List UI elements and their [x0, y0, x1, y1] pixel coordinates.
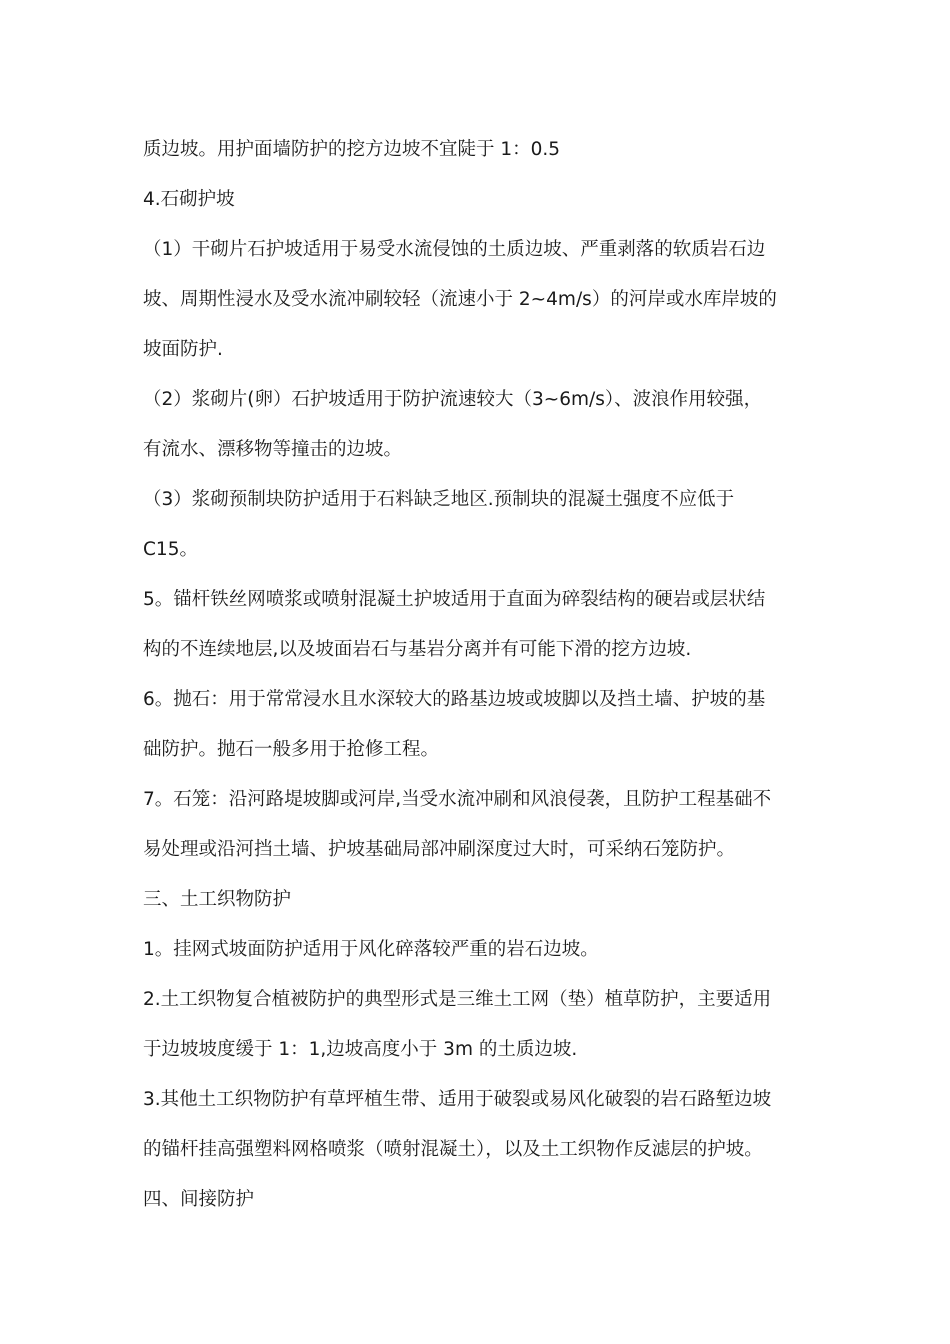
text-line: C15。: [143, 539, 198, 560]
section-heading: 三、土工织物防护: [143, 889, 292, 910]
text-line: 质边坡。用护面墙防护的挖方边坡不宜陡于 1：0.5: [143, 139, 561, 160]
text-line: 构的不连续地层,以及坡面岩石与基岩分离并有可能下滑的挖方边坡.: [143, 639, 692, 660]
section-heading: 4.石砌护坡: [143, 189, 235, 210]
text-line: 1。挂网式坡面防护适用于风化碎落较严重的岩石边坡。: [143, 939, 599, 960]
text-line: 有流水、漂移物等撞击的边坡。: [143, 439, 403, 460]
text-line: 5。锚杆铁丝网喷浆或喷射混凝土护坡适用于直面为碎裂结构的硬岩或层状结: [143, 589, 766, 610]
text-line: 础防护。抛石一般多用于抢修工程。: [143, 739, 440, 760]
text-line: （2）浆砌片(卵）石护坡适用于防护流速较大（3~6m/s）、波浪作用较强，: [143, 389, 763, 410]
section-heading: 四、间接防护: [143, 1189, 255, 1210]
text-line: （3）浆砌预制块防护适用于石料缺乏地区.预制块的混凝土强度不应低于: [143, 489, 735, 510]
text-line: 易处理或沿河挡土墙、护坡基础局部冲刷深度过大时，可采纳石笼防护。: [143, 839, 736, 860]
text-line: 坡面防护.: [143, 339, 223, 360]
text-line: 于边坡坡度缓于 1：1,边坡高度小于 3m 的土质边坡.: [143, 1039, 578, 1060]
text-line: 7。石笼：沿河路堤坡脚或河岸,当受水流冲刷和风浪侵袭，且防护工程基础不: [143, 789, 772, 810]
text-line: 3.其他土工织物防护有草坪植生带、适用于破裂或易风化破裂的岩石路堑边坡: [143, 1089, 772, 1110]
text-line: （1）干砌片石护坡适用于易受水流侵蚀的土质边坡、严重剥落的软质岩石边: [143, 239, 766, 260]
text-line: 6。抛石：用于常常浸水且水深较大的路基边坡或坡脚以及挡土墙、护坡的基: [143, 689, 766, 710]
text-line: 的锚杆挂高强塑料网格喷浆（喷射混凝土），以及土工织物作反滤层的护坡。: [143, 1139, 763, 1160]
text-line: 坡、周期性浸水及受水流冲刷较轻（流速小于 2~4m/s）的河岸或水库岸坡的: [143, 289, 777, 310]
text-line: 2.土工织物复合植被防护的典型形式是三维土工网（垫）植草防护，主要适用: [143, 989, 772, 1010]
